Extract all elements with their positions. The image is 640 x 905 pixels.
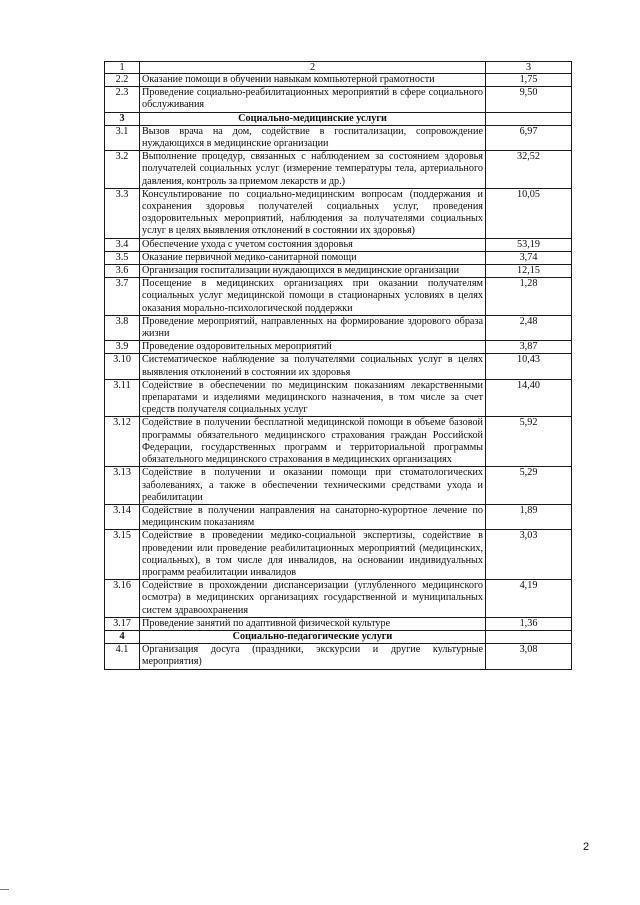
row-value: 1,75 bbox=[486, 74, 572, 87]
row-description: Систематическое наблюдение за получателями социальных услуг в целях выявления отклонений в состоянии их здоровья bbox=[140, 354, 486, 379]
row-description: Вызов врача на дом, содействие в госпитализации, сопровождение нуждающихся в медицинские организации bbox=[140, 125, 486, 150]
row-description: Социально-медицинские услуги bbox=[140, 112, 486, 125]
row-value: 53,19 bbox=[486, 238, 572, 251]
row-description: Содействие в обеспечении по медицинским показаниям лекарственными препаратами и изделиями медицинского назначения, в том числе за счет средств получателя социальных услуг bbox=[140, 379, 486, 417]
table-row bbox=[105, 125, 572, 150]
row-description: Содействие в получении бесплатной медицинской помощи в объеме базовой программы обязательного медицинского страхования граждан Российской Федерации, государственных программ и территориальной программы обязательного медицинского страхования в медицинских организациях bbox=[140, 417, 486, 467]
row-description: Консультирование по социально-медицинским вопросам (поддержания и сохранения здоровья получателей социальных услуг, проведения оздоровительных мероприятий, наблюдения за получателями социальных услуг в целях выявления отклонений в состоянии их здоровья) bbox=[140, 188, 486, 238]
row-value: 10,43 bbox=[486, 354, 572, 379]
page-number: 2 bbox=[583, 841, 590, 853]
row-number: 3.13 bbox=[105, 467, 140, 505]
table-row bbox=[105, 278, 572, 316]
header-col-1: 1 bbox=[105, 62, 140, 74]
row-number: 3.7 bbox=[105, 278, 140, 316]
table-row bbox=[105, 265, 572, 278]
row-number: 2.2 bbox=[105, 74, 140, 87]
row-value: 3,08 bbox=[486, 644, 572, 669]
table-row bbox=[105, 417, 572, 467]
row-number: 3.3 bbox=[105, 188, 140, 238]
row-description: Организация досуга (праздники, экскурсии и другие культурные мероприятия) bbox=[140, 644, 486, 669]
row-description: Обеспечение ухода с учетом состояния здоровья bbox=[140, 238, 486, 251]
table-row bbox=[105, 251, 572, 264]
row-description: Содействие в получении и оказании помощи при стоматологических заболеваниях, а также в обеспечении техническими средствами ухода и реабилитации bbox=[140, 467, 486, 505]
table-row bbox=[105, 644, 572, 669]
header-col-3: 3 bbox=[486, 62, 572, 74]
table-row bbox=[105, 87, 572, 112]
row-number: 3.2 bbox=[105, 151, 140, 189]
row-number: 3.4 bbox=[105, 238, 140, 251]
row-value: 3,03 bbox=[486, 530, 572, 580]
row-value: 2,48 bbox=[486, 315, 572, 340]
row-value: 5,29 bbox=[486, 467, 572, 505]
table-row bbox=[105, 151, 572, 189]
header-col-2: 2 bbox=[140, 62, 486, 74]
row-value: 1,89 bbox=[486, 504, 572, 529]
table-row bbox=[105, 341, 572, 354]
row-number: 3.16 bbox=[105, 580, 140, 618]
table-row bbox=[105, 580, 572, 618]
row-value: 32,52 bbox=[486, 151, 572, 189]
row-number: 3.11 bbox=[105, 379, 140, 417]
table-row bbox=[105, 188, 572, 238]
row-description: Социально-педагогические услуги bbox=[140, 630, 486, 643]
row-value: 3,74 bbox=[486, 251, 572, 264]
row-description: Проведение оздоровительных мероприятий bbox=[140, 341, 486, 354]
row-value: 1,28 bbox=[486, 278, 572, 316]
row-number: 3.1 bbox=[105, 125, 140, 150]
row-value: 10,05 bbox=[486, 188, 572, 238]
row-number: 3.15 bbox=[105, 530, 140, 580]
row-description: Выполнение процедур, связанных с наблюдением за состоянием здоровья получателей социальных услуг (измерение температуры тела, артериального давления, контроль за приемом лекарств и др.) bbox=[140, 151, 486, 189]
row-value bbox=[486, 112, 572, 125]
row-description: Проведение занятий по адаптивной физической культуре bbox=[140, 617, 486, 630]
section-row bbox=[105, 630, 572, 643]
row-number: 3.9 bbox=[105, 341, 140, 354]
row-description: Содействие в проведении медико-социальной экспертизы, содействие в проведении или проведение реабилитационных мероприятий (медицинских, социальных), в том числе для инвалидов, на основании индивидуальных программ реабилитации инвалидов bbox=[140, 530, 486, 580]
table-row bbox=[105, 530, 572, 580]
row-value: 4,19 bbox=[486, 580, 572, 618]
section-row bbox=[105, 112, 572, 125]
row-description: Проведение мероприятий, направленных на формирование здорового образа жизни bbox=[140, 315, 486, 340]
table-header-row bbox=[105, 62, 572, 74]
row-number: 3 bbox=[105, 112, 140, 125]
row-description: Организация госпитализации нуждающихся в медицинские организации bbox=[140, 265, 486, 278]
row-description: Содействие в прохождении диспансеризации (углубленного медицинского осмотра) в медицинских организациях государственной и муниципальных систем здравоохранения bbox=[140, 580, 486, 618]
table-row bbox=[105, 504, 572, 529]
row-value: 6,97 bbox=[486, 125, 572, 150]
row-value bbox=[486, 630, 572, 643]
row-number: 3.12 bbox=[105, 417, 140, 467]
row-value: 14,40 bbox=[486, 379, 572, 417]
row-number: 3.6 bbox=[105, 265, 140, 278]
services-table bbox=[104, 61, 572, 670]
table-row bbox=[105, 379, 572, 417]
scan-edge-mark bbox=[0, 889, 9, 890]
row-description: Оказание первичной медико-санитарной помощи bbox=[140, 251, 486, 264]
row-number: 3.10 bbox=[105, 354, 140, 379]
row-number: 3.8 bbox=[105, 315, 140, 340]
row-number: 3.5 bbox=[105, 251, 140, 264]
row-value: 3,87 bbox=[486, 341, 572, 354]
row-description: Оказание помощи в обучении навыкам компьютерной грамотности bbox=[140, 74, 486, 87]
row-number: 4 bbox=[105, 630, 140, 643]
row-number: 3.17 bbox=[105, 617, 140, 630]
table-row bbox=[105, 74, 572, 87]
table-row bbox=[105, 238, 572, 251]
row-value: 1,36 bbox=[486, 617, 572, 630]
row-description: Содействие в получении направления на санаторно-курортное лечение по медицинским показаниям bbox=[140, 504, 486, 529]
row-number: 4.1 bbox=[105, 644, 140, 669]
table-row bbox=[105, 467, 572, 505]
row-description: Проведение социально-реабилитационных мероприятий в сфере социального обслуживания bbox=[140, 87, 486, 112]
row-value: 12,15 bbox=[486, 265, 572, 278]
table-row bbox=[105, 315, 572, 340]
table-row bbox=[105, 354, 572, 379]
row-value: 5,92 bbox=[486, 417, 572, 467]
table-row bbox=[105, 617, 572, 630]
row-value: 9,50 bbox=[486, 87, 572, 112]
row-number: 3.14 bbox=[105, 504, 140, 529]
row-number: 2.3 bbox=[105, 87, 140, 112]
row-description: Посещение в медицинских организациях при оказании получателям социальных услуг медицинской помощи в стационарных условиях в целях оказания морально-психологической поддержки bbox=[140, 278, 486, 316]
